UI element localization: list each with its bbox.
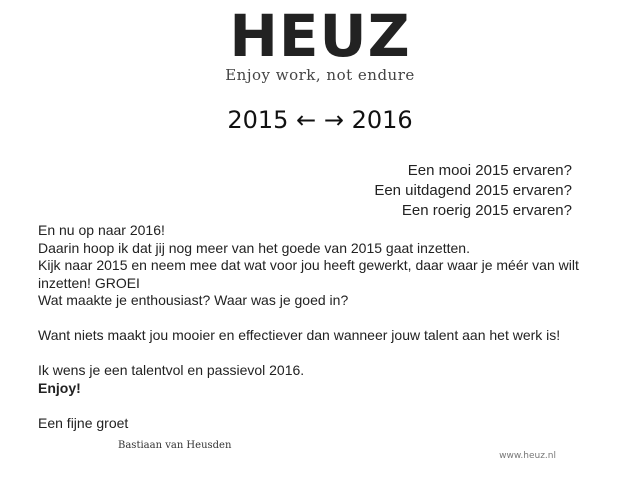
signature: Bastiaan van Heusden [118,440,232,451]
year-from: 2015 [227,106,289,134]
arrow-right-icon: → [323,106,344,134]
question-line: Een uitdagend 2015 ervaren? [374,182,572,199]
body-line: Kijk naar 2015 en neem mee dat wat voor jou heeft gewerkt, daar waar je méér van wilt inzetten! GROEI [38,257,579,291]
tagline: Enjoy work, not endure [225,66,415,84]
message-body [38,222,608,432]
body-line: Want niets maakt jou mooier en effectiever dan wanneer jouw talent aan het werk is! [38,327,561,343]
logo-heuz: HEUZ [229,2,411,70]
question-line: Een roerig 2015 ervaren? [401,202,572,219]
body-line: Daarin hoop ik dat jij nog meer van het goede van 2015 gaat inzetten. [38,239,470,256]
year-to: 2016 [351,106,413,134]
arrow-left-icon: ← [296,106,317,134]
body-line-enjoy: Enjoy! [38,379,81,396]
body-line: Wat maakte je enthousiast? Waar was je goed in? [38,292,349,308]
year-transition [0,106,640,134]
body-line: Ik wens je een talentvol en passievol 2016. [38,362,305,378]
questions-block [374,161,572,221]
body-line: En nu op naar 2016! [38,222,165,238]
question-line: Een mooi 2015 ervaren? [407,162,572,179]
website-url: www.heuz.nl [499,451,556,461]
closing-greeting: Een fijne groet [38,414,129,431]
